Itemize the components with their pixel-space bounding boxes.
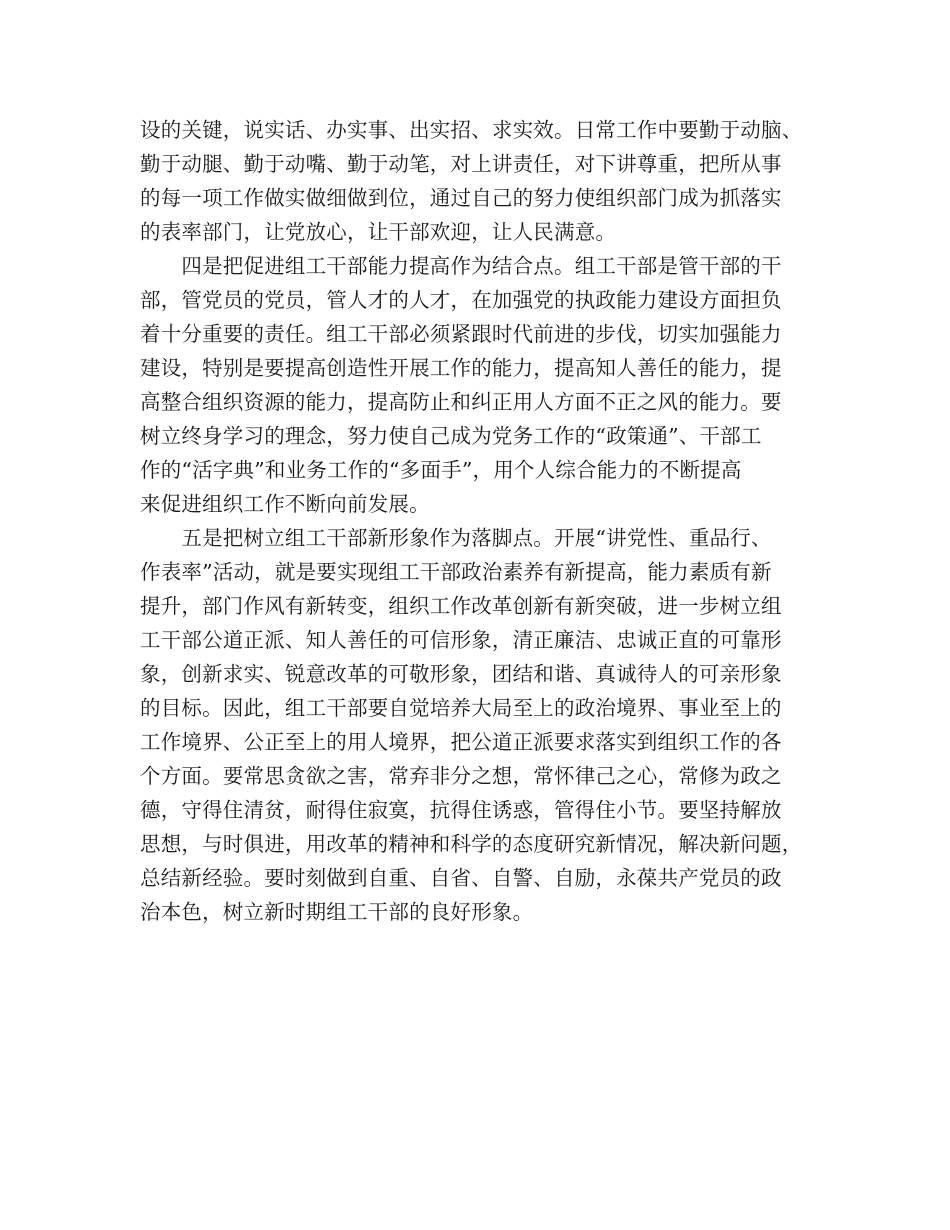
- text-line: 治本色，树立新时期组工干部的良好形象。: [140, 900, 534, 924]
- text-line: 建设，特别是要提高创造性开展工作的能力，提高知人善任的能力，提: [140, 356, 782, 380]
- text-line: 工作境界、公正至上的用人境界，把公道正派要求落实到组织工作的各: [140, 730, 782, 754]
- text-line: 高整合组织资源的能力，提高防止和纠正用人方面不正之风的能力。要: [140, 390, 782, 414]
- text-line: 思想，与时俱进，用改革的精神和科学的态度研究新情况，解决新问题，: [140, 832, 803, 856]
- text-line: 的表率部门，让党放心，让干部欢迎，让人民满意。: [140, 220, 617, 244]
- text-line: 设的关键，说实话、办实事、出实招、求实效。日常工作中要勤于动脑、: [140, 118, 803, 142]
- text-line: 作表率”活动，就是要实现组工干部政治素养有新提高，能力素质有新: [140, 560, 772, 584]
- text-line: 提升，部门作风有新转变，组织工作改革创新有新突破，进一步树立组: [140, 594, 782, 618]
- text-line: 着十分重要的责任。组工干部必须紧跟时代前进的步伐，切实加强能力: [140, 322, 782, 346]
- text-line: 的目标。因此，组工干部要自觉培养大局至上的政治境界、事业至上的: [140, 696, 782, 720]
- text-line: 象，创新求实、锐意改革的可敬形象，团结和谐、真诚待人的可亲形象: [140, 662, 782, 686]
- paragraph-1: [140, 113, 820, 249]
- text-line: 树立终身学习的理念，努力使自己成为党务工作的“政策通”、干部工: [140, 424, 762, 448]
- text-line: 总结新经验。要时刻做到自重、自省、自警、自励，永葆共产党员的政: [140, 866, 782, 890]
- text-line: 勤于动腿、勤于动嘴、勤于动笔，对上讲责任，对下讲尊重，把所从事: [140, 152, 782, 176]
- document-body: [140, 113, 820, 929]
- paragraph-2: [140, 249, 820, 521]
- text-line: 部，管党员的党员，管人才的人才，在加强党的执政能力建设方面担负: [140, 288, 782, 312]
- text-line: 个方面。要常思贪欲之害，常弃非分之想，常怀律己之心，常修为政之: [140, 764, 782, 788]
- text-line: 德，守得住清贫，耐得住寂寞，抗得住诱惑，管得住小节。要坚持解放: [140, 798, 782, 822]
- text-line: 来促进组织工作不断向前发展。: [140, 492, 430, 516]
- paragraph-3: [140, 521, 820, 929]
- text-line: 作的“活字典”和业务工作的“多面手”，用个人综合能力的不断提高: [140, 458, 742, 482]
- text-line: 工干部公道正派、知人善任的可信形象，清正廉洁、忠诚正直的可靠形: [140, 628, 782, 652]
- text-line: 的每一项工作做实做细做到位，通过自己的努力使组织部门成为抓落实: [140, 186, 782, 210]
- text-line: 四是把促进组工干部能力提高作为结合点。组工干部是管干部的干: [140, 254, 782, 278]
- text-line: 五是把树立组工干部新形象作为落脚点。开展“讲党性、重品行、: [140, 526, 772, 550]
